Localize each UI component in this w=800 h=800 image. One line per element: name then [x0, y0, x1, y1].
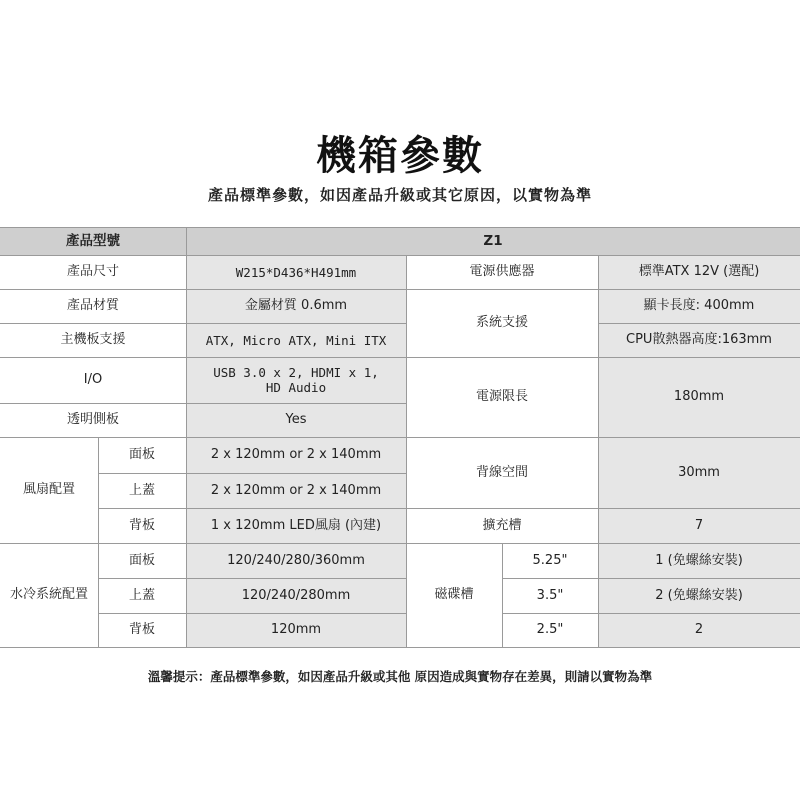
fan-rear-value: 1 x 120mm LED風扇 (內建) — [186, 508, 406, 543]
grid-line — [0, 255, 800, 256]
psu-value: 標準ATX 12V (選配) — [598, 255, 800, 289]
gpu-length-value: 顯卡長度: 400mm — [598, 289, 800, 323]
mainboard-label: 主機板支援 — [0, 323, 186, 357]
fan-rear-label: 背板 — [98, 508, 186, 543]
wc-rear-label: 背板 — [98, 613, 186, 647]
grid-line — [502, 578, 800, 579]
grid-line — [98, 437, 99, 647]
grid-line — [598, 255, 599, 647]
wc-front-value: 120/240/280/360mm — [186, 543, 406, 578]
fan-top-value: 2 x 120mm or 2 x 140mm — [186, 473, 406, 508]
psu-length-limit-label: 電源限長 — [406, 357, 598, 437]
bay-35-label: 3.5" — [502, 578, 598, 613]
bay-25-value: 2 — [598, 613, 800, 647]
grid-line — [98, 508, 800, 509]
grid-line — [186, 227, 187, 647]
grid-line — [0, 323, 406, 324]
grid-line — [98, 578, 406, 579]
grid-line — [502, 613, 800, 614]
grid-line — [0, 437, 800, 438]
fan-front-value: 2 x 120mm or 2 x 140mm — [186, 437, 406, 473]
grid-line — [502, 543, 503, 647]
grid-line — [0, 543, 800, 544]
grid-line — [406, 255, 407, 647]
bay-525-label: 5.25" — [502, 543, 598, 578]
size-value: W215*D436*H491mm — [186, 255, 406, 289]
bay-525-value: 1 (免螺絲安裝) — [598, 543, 800, 578]
material-value: 金屬材質 0.6mm — [186, 289, 406, 323]
drive-bay-label: 磁碟槽 — [406, 543, 502, 647]
expansion-slots-label: 擴充槽 — [406, 508, 598, 543]
grid-line — [0, 403, 406, 404]
grid-line — [0, 289, 800, 290]
model-value: Z1 — [186, 227, 800, 255]
grid-line — [598, 323, 800, 324]
fan-front-label: 面板 — [98, 437, 186, 473]
cable-space-label: 背線空間 — [406, 437, 598, 508]
side-panel-label: 透明側板 — [0, 403, 186, 437]
wc-top-label: 上蓋 — [98, 578, 186, 613]
psu-label: 電源供應器 — [406, 255, 598, 289]
material-label: 產品材質 — [0, 289, 186, 323]
expansion-slots-value: 7 — [598, 508, 800, 543]
fan-config-label: 風扇配置 — [0, 437, 98, 543]
bay-35-value: 2 (免螺絲安裝) — [598, 578, 800, 613]
model-label: 產品型號 — [0, 227, 186, 255]
psu-length-limit-value: 180mm — [598, 357, 800, 437]
io-value-line1: USB 3.0 x 2, HDMI x 1, — [213, 365, 379, 380]
wc-top-value: 120/240/280mm — [186, 578, 406, 613]
cable-space-value: 30mm — [598, 437, 800, 508]
page-subtitle: 產品標準參數，如因產品升級或其它原因，以實物為準 — [207, 186, 592, 204]
wc-rear-value: 120mm — [186, 613, 406, 647]
side-panel-value: Yes — [186, 403, 406, 437]
size-label: 產品尺寸 — [0, 255, 186, 289]
io-value — [186, 357, 406, 403]
io-label: I/O — [0, 357, 186, 403]
page-title: 機箱參數 — [316, 133, 484, 179]
bay-25-label: 2.5" — [502, 613, 598, 647]
fan-top-label: 上蓋 — [98, 473, 186, 508]
grid-line — [98, 473, 406, 474]
grid-line — [0, 647, 800, 648]
mainboard-value: ATX, Micro ATX, Mini ITX — [186, 323, 406, 357]
grid-line — [0, 227, 800, 228]
cpu-cooler-height-value: CPU散熱器高度:163mm — [598, 323, 800, 357]
system-support-label: 系統支援 — [406, 289, 598, 357]
io-value-line2: HD Audio — [265, 380, 327, 395]
grid-line — [98, 613, 406, 614]
grid-line — [0, 357, 800, 358]
wc-front-label: 面板 — [98, 543, 186, 578]
water-cooling-label: 水冷系統配置 — [0, 543, 98, 647]
footnote: 溫馨提示：產品標準參數，如因產品升級或其他 原因造成與實物存在差異，則請以實物為準 — [147, 669, 653, 684]
